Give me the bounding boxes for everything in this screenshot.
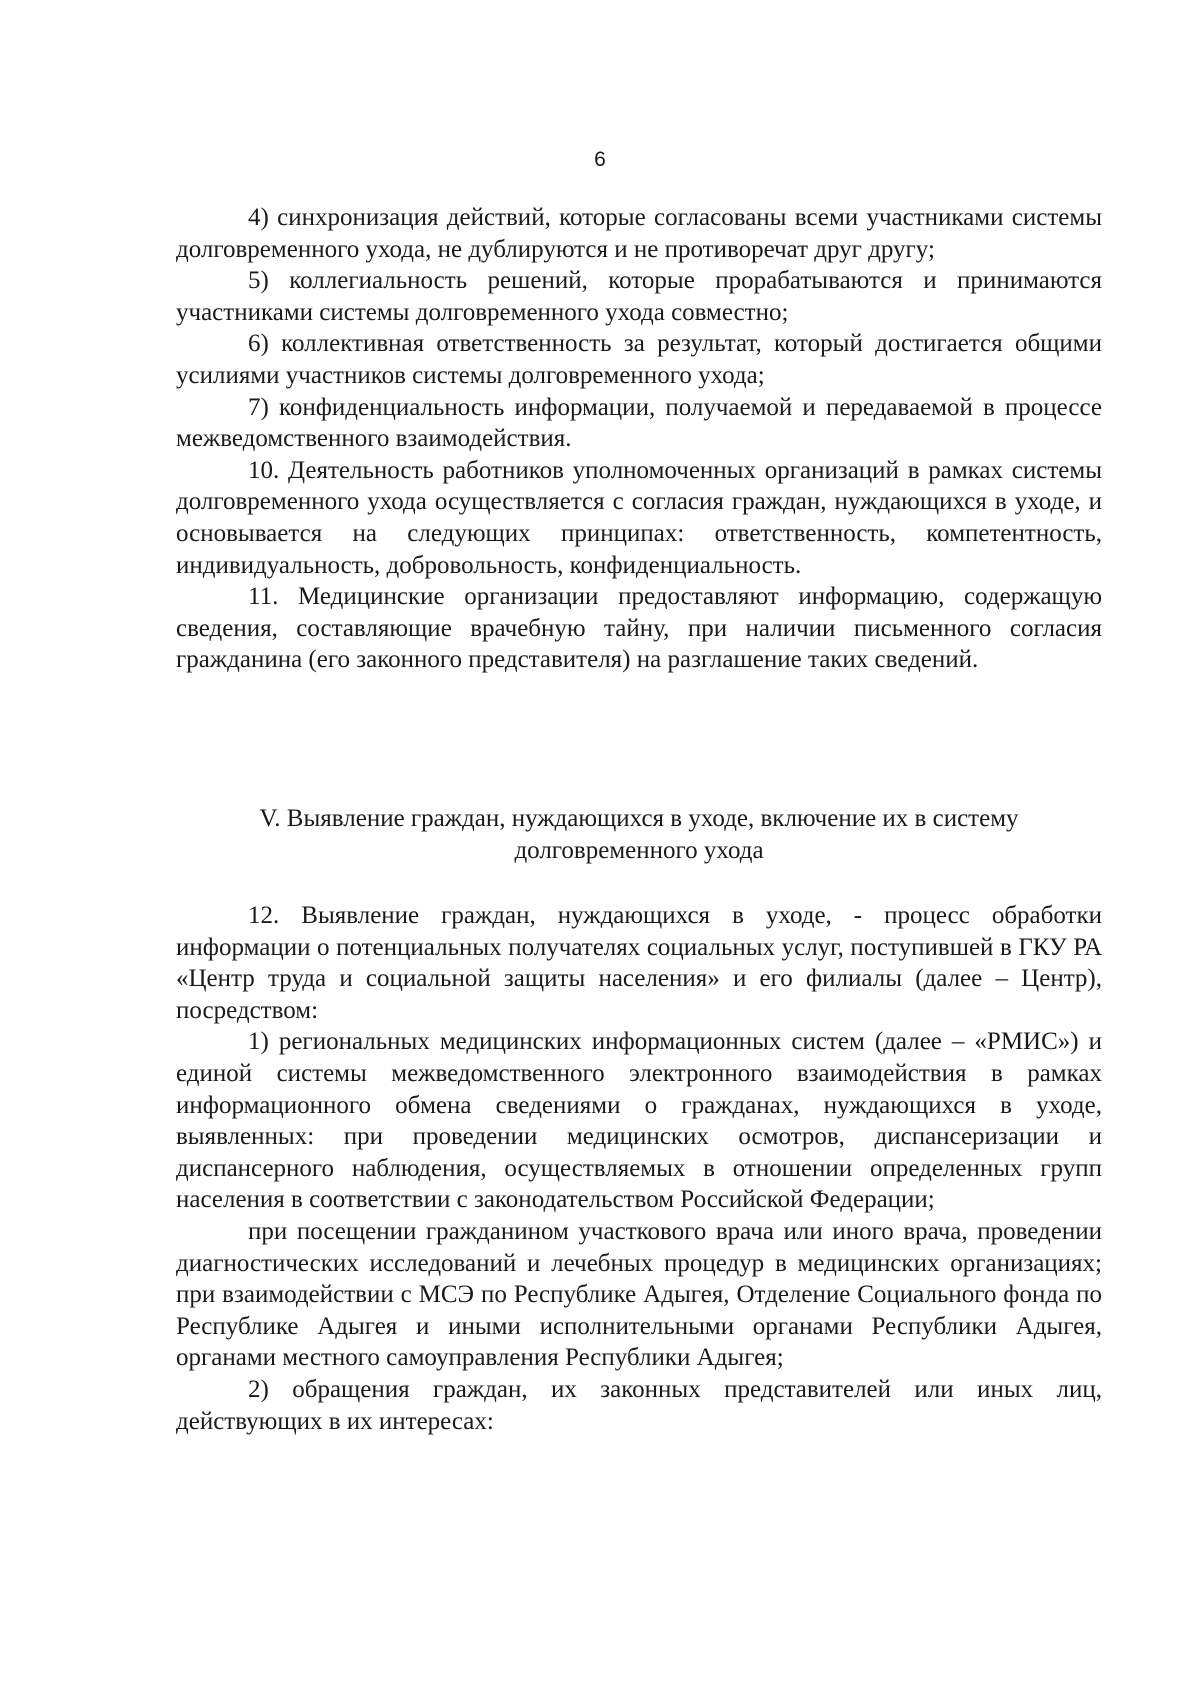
paragraph-principle-7: 7) конфиденциальность информации, получаемой и передаваемой в процессе межведомственного взаимодействия. bbox=[176, 393, 1102, 453]
paragraph-clause-11: 11. Медицинские организации предоставляют информацию, содержащую сведения, составляющие врачебную тайну, при наличии письменного согласия гражданина (его законного представителя) на разглашение таких сведений. bbox=[176, 583, 1102, 674]
section-heading-line-1: V. Выявление граждан, нуждающихся в уходе, включение их в систему bbox=[259, 805, 1019, 832]
paragraph-clause-10: 10. Деятельность работников уполномоченных организаций в рамках системы долговременного ухода осуществляется с согласия граждан, нуждающихся в уходе, и основывается на следующих принципах: ответственность, компетентность, индивидуальность, добровольность, конфиденциальность. bbox=[176, 456, 1102, 579]
paragraph-principle-5: 5) коллегиальность решений, которые прорабатываются и принимаются участниками системы долговременного ухода совместно; bbox=[176, 267, 1102, 326]
paragraph-principle-6: 6) коллективная ответственность за результат, который достигается общими усилиями участников системы долговременного ухода; bbox=[176, 330, 1102, 389]
paragraph-principle-4: 4) синхронизация действий, которые согласованы всеми участниками системы долговременного ухода, не дублируются и не противоречат друг другу; bbox=[176, 204, 1102, 263]
section-body bbox=[176, 900, 1102, 1437]
page-number: 6 bbox=[594, 148, 606, 171]
principles-list bbox=[176, 202, 1102, 676]
paragraph-item-1-continued: при посещении гражданином участкового врача или иного врача, проведении диагностических исследований и лечебных процедур в медицинских организациях; при взаимодействии с МСЭ по Республике Адыгея, Отделение Социального фонда по Республике Адыгея и иными исполнительными органами Республики Адыгея, органами местного самоуправления Республики Адыгея; bbox=[176, 1217, 1102, 1372]
section-heading bbox=[176, 803, 1102, 867]
paragraph-clause-12: 12. Выявление граждан, нуждающихся в уходе, - процесс обработки информации о потенциальных получателях социальных услуг, поступившей в ГКУ РА «Центр труда и социальной защиты населения» и его филиалы (далее – Центр), посредством: bbox=[176, 902, 1102, 1024]
paragraph-item-2: 2) обращения граждан, их законных представителей или иных лиц, действующих в их интересах: bbox=[176, 1375, 1102, 1435]
section-heading-line-2: долговременного ухода bbox=[514, 837, 764, 864]
paragraph-item-1: 1) региональных медицинских информационных систем (далее – «РМИС») и единой системы межведомственного электронного взаимодействия в рамках информационного обмена сведениями о гражданах, нуждающихся в уходе, выявленных: при проведении медицинских осмотров, диспансеризации и диспансерного наблюдения, осуществляемых в отношении определенных групп населения в соответствии с законодательством Российской Федерации; bbox=[176, 1028, 1102, 1214]
